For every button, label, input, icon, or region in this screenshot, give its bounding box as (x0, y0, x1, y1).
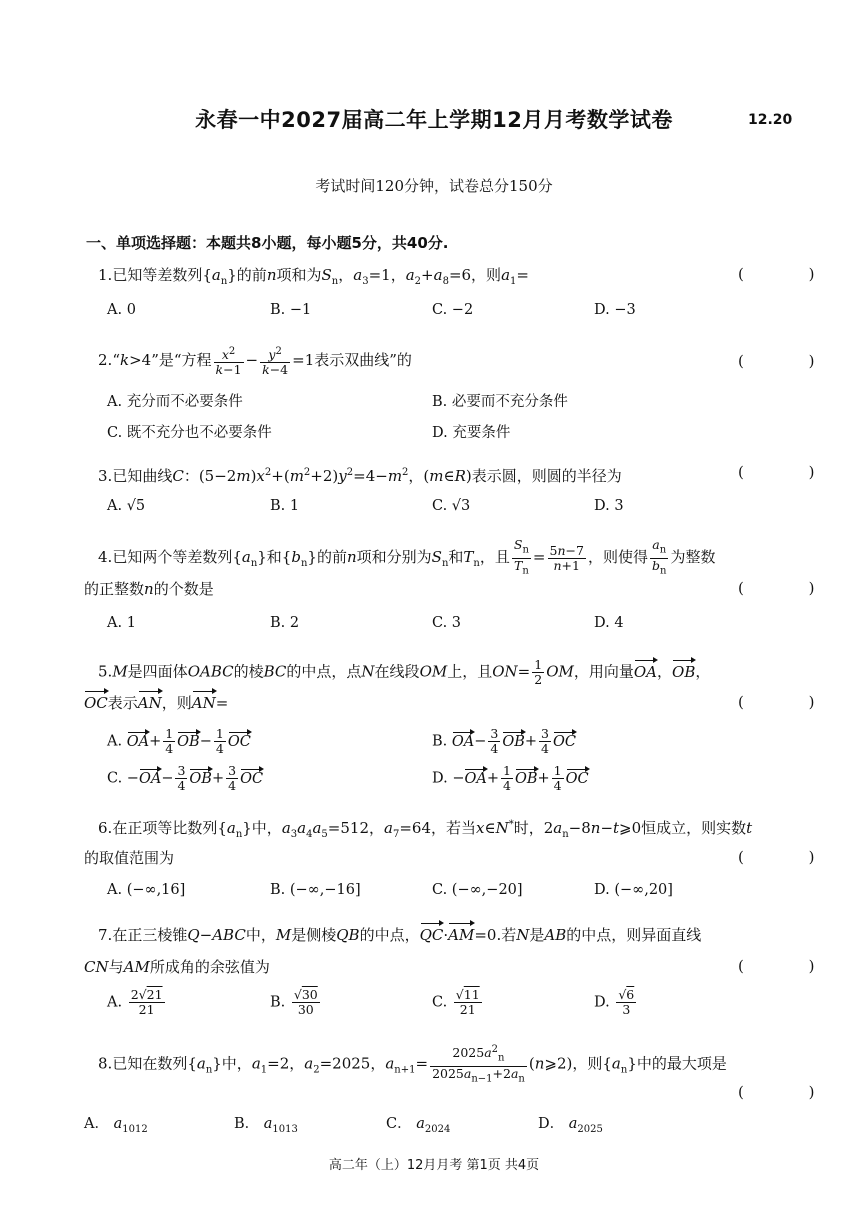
page-footer: 高二年（上）12月月考 第1页 共4页 (328, 1158, 540, 1173)
option-a: A. 0 (107, 302, 136, 318)
question-7-cont: CN与AM所成角的余弦值为 (84, 958, 270, 976)
option-c: C. (−∞,−20] (432, 882, 523, 898)
option-b: B. 1 (270, 498, 300, 514)
option-d: D. $\frac{√6}{3}$ (594, 987, 635, 1017)
option-b: B. OA− $\frac{3}{4}$ OB+ $\frac{3}{4}$ OC (432, 726, 576, 756)
option-c: C. 既不充分也不必要条件 (107, 425, 272, 441)
option-a: A. (−∞,16] (107, 882, 186, 898)
question-4-cont: 的正整数n的个数是 (84, 580, 214, 598)
exam-info: 考试时间120分钟，试卷总分150分 (315, 177, 553, 195)
option-c: C. 3 (432, 615, 462, 631)
question-6-cont: 的取值范围为 (84, 849, 175, 867)
question-5-cont: OC表示AN，则AN= (84, 694, 229, 712)
question-7: 7.在正三棱锥Q−ABC中，M是侧棱QB的中点，QC·AM=0.若N是AB的中点，则异面直线 (98, 926, 702, 944)
option-d: D. −OA+ $\frac{1}{4}$ OB+ $\frac{1}{4}$ OC (432, 763, 589, 793)
answer-paren: ( ) (738, 352, 845, 370)
answer-paren: ( ) (738, 265, 845, 283)
option-b: B． $a_{1013}$ (234, 1116, 298, 1135)
option-d: D. 充要条件 (432, 425, 511, 441)
option-a: A. √5 (107, 498, 146, 514)
section-heading: 一、单项选择题：本题共8小题，每小题5分，共40分. (86, 234, 449, 252)
question-3: 3.已知曲线C：$(5-2m)x^2+(m^2+2)y^2=4-m^2$，(m∈R)表示圆，则圆的半径为 (98, 467, 622, 485)
question-1: 1.已知等差数列$\{a_n\}$的前n项和为$S_n$，$a_3=1$，$a_2+a_8=6$，则$a_1=$ (98, 266, 529, 287)
page-title: 永春一中2027届高二年上学期12月月考数学试卷 (195, 108, 673, 132)
question-5: 5.M是四面体OABC的棱BC的中点，点N在线段OM上，且ON= $\frac{1}{2}$ OM，用向量OA，OB， (98, 657, 711, 687)
option-b: B. (−∞,−16] (270, 882, 361, 898)
option-a: A. OA+ $\frac{1}{4}$ OB− $\frac{1}{4}$ OC (107, 726, 251, 756)
question-2: 2.“k>4”是“方程 $\frac{x^2}{k-1}$ − $\frac{y^2}{k-4}$ =1表示双曲线”的 (98, 346, 412, 378)
answer-paren: ( ) (738, 1083, 845, 1101)
option-c: C. −2 (432, 302, 474, 318)
question-8: 8.已知在数列$\{a_n\}$中，$a_1=2$，$a_2=2025$，$a_{n+1}=$ $\frac{2025a^2_n}{2025a_{n-1}+2a_n}$ (n⩾2)，则$\{a_n\}$中的最大项是 (98, 1044, 727, 1085)
option-b: B. $\frac{√30}{30}$ (270, 987, 318, 1017)
option-b: B. −1 (270, 302, 312, 318)
option-c: C. $\frac{√11}{21}$ (432, 987, 480, 1017)
option-a: A． $a_{1012}$ (84, 1116, 148, 1135)
option-d: D. (−∞,20] (594, 882, 673, 898)
exam-date: 12.20 (748, 112, 793, 128)
question-4: 4.已知两个等差数列$\{a_n\}$和$\{b_n\}$的前n项和分别为$S_n$和$T_n$，且 $\frac{S_n}{T_n}$ = $\frac{5n-7}{n+1}$ ，则使得 $\frac{a_n}{b_n}$ 为整数 (98, 537, 716, 576)
question-6: 6.在正项等比数列$\{a_n\}$中，$a_3a_4a_5=512$，$a_7=64$，若当x∈N*时，$2a_n-8n-t⩾0$恒成立，则实数t (98, 819, 753, 840)
option-a: A. $\frac{2√21}{21}$ (107, 987, 163, 1017)
answer-paren: ( ) (738, 848, 845, 866)
answer-paren: ( ) (738, 693, 845, 711)
option-c: C． $a_{2024}$ (386, 1116, 451, 1135)
option-b: B. 2 (270, 615, 300, 631)
answer-paren: ( ) (738, 579, 845, 597)
option-d: D. 4 (594, 615, 624, 631)
option-c: C. √3 (432, 498, 471, 514)
answer-paren: ( ) (738, 957, 845, 975)
option-a: A. 1 (107, 615, 136, 631)
option-d: D. −3 (594, 302, 636, 318)
option-d: D． $a_{2025}$ (538, 1116, 603, 1135)
option-a: A. 充分而不必要条件 (107, 394, 243, 410)
option-c: C. −OA− $\frac{3}{4}$ OB+ $\frac{3}{4}$ OC (107, 763, 264, 793)
option-b: B. 必要而不充分条件 (432, 394, 568, 410)
answer-paren: ( ) (738, 463, 845, 481)
option-d: D. 3 (594, 498, 624, 514)
